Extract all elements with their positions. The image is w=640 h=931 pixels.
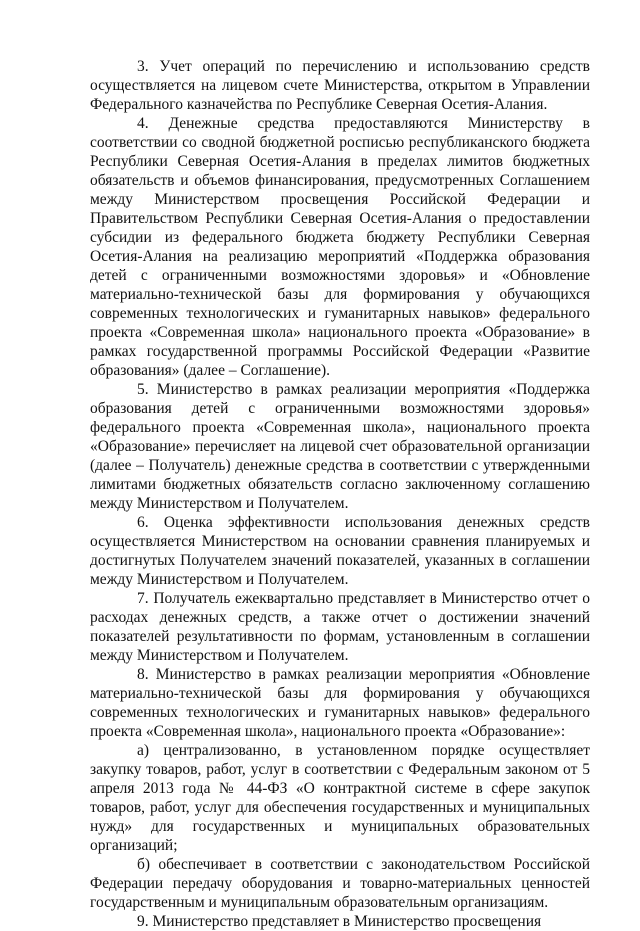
paragraph-3: 3. Учет операций по перечислению и использованию средств осуществляется на лицевом счете Министерства, открытом в Управлении Федерального казначейства по Республике Северная Осетия-Алания. bbox=[90, 58, 590, 113]
paragraph-7: 7. Получатель ежеквартально представляет в Министерство отчет о расходах денежных средств, а также отчет о достижении значений показателей результативности по формам, установленным в соглашении между Министерством и Получателем. bbox=[90, 590, 590, 664]
paragraph-4: 4. Денежные средства предоставляются Министерству в соответствии со сводной бюджетной росписью республиканского бюджета Республики Северная Осетия-Алания в пределах лимитов бюджетных обязательств и объемов финансирования, предусмотренных Соглашением между Министерством просвещения Российской Федерации и Правительством Республики Северная Осетия-Алания о предоставлении субсидии из федерального бюджета бюджету Республики Северная Осетия-Алания на реализацию мероприятий «Поддержка образования детей с ограниченными возможностями здоровья» и «Обновление материально-технической базы для формирования у обучающихся современных технологических и гуманитарных навыков» федерального проекта «Современная школа» национального проекта «Образование» в рамках государственной программы Российской Федерации «Развитие образования» (далее – Соглашение). bbox=[90, 115, 590, 379]
paragraph-9: 9. Министерство представляет в Министерство просвещения bbox=[137, 913, 542, 930]
paragraph-8b: б) обеспечивает в соответствии с законодательством Российской Федерации передачу оборудования и товарно-материальных ценностей государственным и муниципальным образовательным организациям. bbox=[90, 856, 590, 911]
paragraph-6: 6. Оценка эффективности использования денежных средств осуществляется Министерством на основании сравнения планируемых и достигнутых Получателем значений показателей, указанных в соглашении между Министерством и Получателем. bbox=[90, 514, 590, 588]
paragraph-5: 5. Министерство в рамках реализации мероприятия «Поддержка образования детей с ограниченными возможностями здоровья» федерального проекта «Современная школа», национального проекта «Образование» перечисляет на лицевой счет образовательной организации (далее – Получатель) денежные средства в соответствии с утвержденными лимитами бюджетных обязательств согласно заключенному соглашению между Министерством и Получателем. bbox=[90, 381, 590, 512]
paragraph-8: 8. Министерство в рамках реализации мероприятия «Обновление материально-технической базы для формирования у обучающихся современных технологических и гуманитарных навыков» федерального проекта «Современная школа», национального проекта «Образование»: bbox=[90, 666, 590, 740]
paragraph-8a: а) централизованно, в установленном порядке осуществляет закупку товаров, работ, услуг в соответствии с Федеральным законом от 5 апреля 2013 года № 44-ФЗ «О контрактной системе в сфере закупок товаров, работ, услуг для обеспечения государственных и муниципальных нужд» для государственных и муниципальных образовательных организаций; bbox=[90, 742, 590, 854]
